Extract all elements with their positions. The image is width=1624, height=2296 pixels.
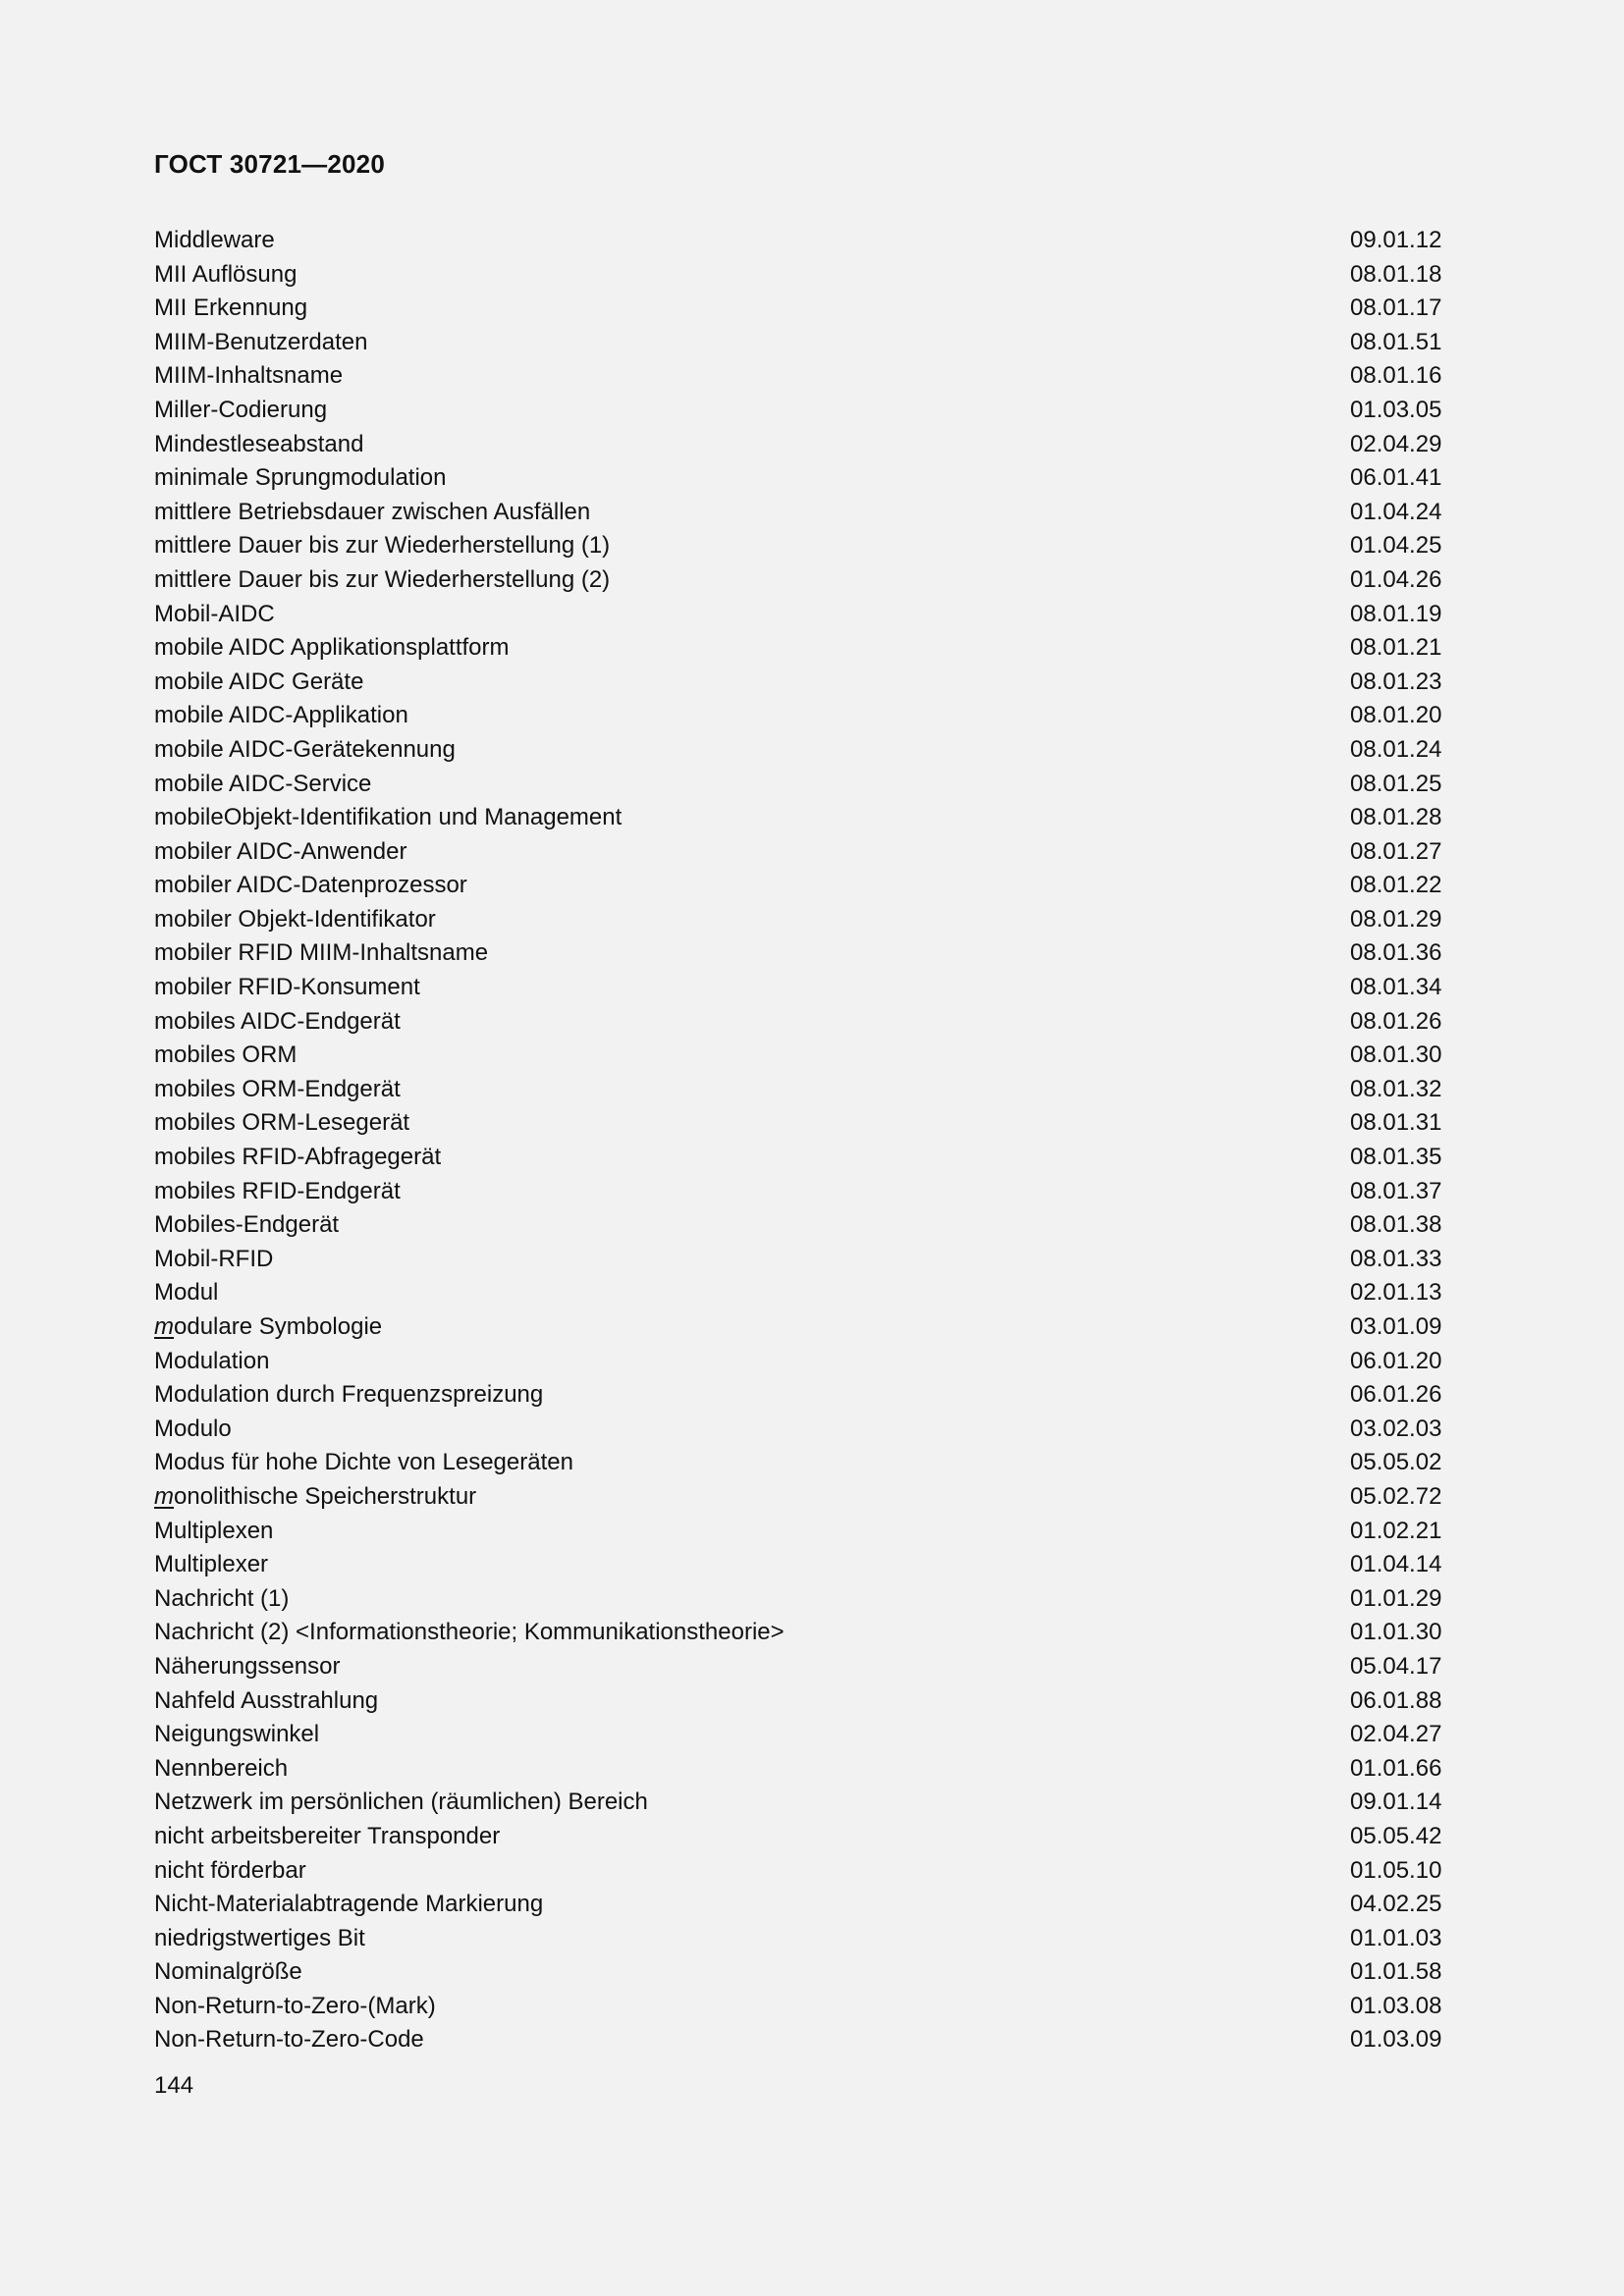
index-code: 08.01.23 <box>1350 667 1442 695</box>
index-row <box>154 631 1448 666</box>
index-term-text: Modulation durch Frequenzspreizung <box>154 1381 544 1409</box>
index-code: 01.04.14 <box>1350 1551 1442 1578</box>
index-row <box>154 1786 1448 1820</box>
index-term <box>154 1650 1350 1684</box>
index-code: 08.01.16 <box>1350 362 1442 390</box>
index-row <box>154 461 1448 496</box>
index-term <box>154 496 1350 530</box>
index-term <box>154 326 1350 360</box>
index-code: 01.02.21 <box>1350 1517 1442 1544</box>
index-term-text: Näherungssensor <box>154 1652 341 1680</box>
index-row <box>154 903 1448 937</box>
index-term <box>154 869 1350 903</box>
term-index-list <box>154 224 1448 2057</box>
index-term-text: Modus für hohe Dichte von Lesegeräten <box>154 1449 573 1476</box>
index-row <box>154 1378 1448 1413</box>
index-term <box>154 598 1350 632</box>
index-row <box>154 1276 1448 1310</box>
index-term-text: mobiler AIDC-Anwender <box>154 837 407 865</box>
index-term-text: mobile AIDC-Applikation <box>154 702 408 729</box>
index-term-text: Neigungswinkel <box>154 1721 320 1748</box>
index-row <box>154 1310 1448 1345</box>
index-term <box>154 1684 1350 1719</box>
index-row <box>154 1718 1448 1752</box>
index-term-text: Nachricht (2) <Informationstheorie; Kommunikationstheorie> <box>154 1619 785 1646</box>
index-term <box>154 1310 1350 1345</box>
index-term <box>154 224 1350 258</box>
index-term-lead-letter: m <box>154 1482 174 1510</box>
index-row <box>154 394 1448 428</box>
index-term-text: mobileObjekt-Identifikation und Management <box>154 804 623 831</box>
index-term <box>154 394 1350 428</box>
index-term <box>154 1276 1350 1310</box>
index-term-text: mobile AIDC-Service <box>154 770 372 797</box>
index-code: 08.01.31 <box>1350 1109 1442 1137</box>
index-term-text: Middleware <box>154 227 275 253</box>
index-row <box>154 1345 1448 1379</box>
index-term-text: Nennbereich <box>154 1754 289 1782</box>
index-code: 01.01.66 <box>1350 1754 1442 1782</box>
index-row <box>154 224 1448 258</box>
index-term <box>154 1243 1350 1277</box>
index-term <box>154 1955 1350 1990</box>
index-term-text: mobiles AIDC-Endgerät <box>154 1007 401 1035</box>
index-term-text: Mobiles-Endgerät <box>154 1211 340 1239</box>
index-term <box>154 1141 1350 1175</box>
index-row <box>154 359 1448 394</box>
index-term <box>154 1175 1350 1209</box>
index-row <box>154 1955 1448 1990</box>
index-term-text: mobiles ORM-Endgerät <box>154 1075 401 1102</box>
index-row <box>154 1413 1448 1447</box>
index-term-text: minimale Sprungmodulation <box>154 464 447 492</box>
index-term <box>154 699 1350 733</box>
index-code: 04.02.25 <box>1350 1891 1442 1918</box>
index-term-text: mobile AIDC-Gerätekennung <box>154 735 456 763</box>
index-code: 01.01.30 <box>1350 1619 1442 1646</box>
index-row <box>154 258 1448 293</box>
index-code: 02.04.29 <box>1350 430 1442 457</box>
index-term <box>154 1106 1350 1141</box>
index-term <box>154 1446 1350 1480</box>
index-code: 08.01.21 <box>1350 634 1442 662</box>
index-row <box>154 529 1448 563</box>
index-term <box>154 2023 1350 2057</box>
index-row <box>154 1446 1448 1480</box>
index-term-text: Netzwerk im persönlichen (räumlichen) Bereich <box>154 1789 648 1816</box>
index-row <box>154 1820 1448 1854</box>
index-term <box>154 1922 1350 1956</box>
index-term-text: Miller-Codierung <box>154 396 328 423</box>
index-code: 01.01.03 <box>1350 1924 1442 1951</box>
index-code: 08.01.38 <box>1350 1211 1442 1239</box>
index-term <box>154 1616 1350 1650</box>
index-term-text: mobile AIDC Geräte <box>154 667 364 695</box>
index-term-text: mobiler RFID MIIM-Inhaltsname <box>154 939 489 967</box>
index-term-text: MII Erkennung <box>154 294 308 322</box>
index-code: 09.01.14 <box>1350 1789 1442 1816</box>
index-row <box>154 1175 1448 1209</box>
index-term <box>154 1786 1350 1820</box>
index-row <box>154 1073 1448 1107</box>
index-term <box>154 666 1350 700</box>
index-term <box>154 359 1350 394</box>
index-row <box>154 598 1448 632</box>
index-term <box>154 461 1350 496</box>
index-row <box>154 1480 1448 1515</box>
index-code: 02.01.13 <box>1350 1279 1442 1307</box>
index-term <box>154 768 1350 802</box>
index-row <box>154 1208 1448 1243</box>
index-row <box>154 699 1448 733</box>
index-row <box>154 326 1448 360</box>
index-term-text: Mobil-RFID <box>154 1245 274 1272</box>
index-code: 08.01.17 <box>1350 294 1442 322</box>
index-term-text: Multiplexen <box>154 1517 274 1544</box>
index-code: 08.01.24 <box>1350 735 1442 763</box>
index-code: 01.04.25 <box>1350 532 1442 560</box>
index-code: 08.01.22 <box>1350 872 1442 899</box>
index-row <box>154 1888 1448 1922</box>
index-code: 06.01.26 <box>1350 1381 1442 1409</box>
index-term-text: mobiles RFID-Abfragegerät <box>154 1144 442 1171</box>
index-term <box>154 563 1350 598</box>
index-term-text: odulare Symbologie <box>174 1313 383 1340</box>
index-term <box>154 936 1350 971</box>
index-row <box>154 1990 1448 2024</box>
index-code: 08.01.18 <box>1350 260 1442 288</box>
index-term-text: mobiles ORM-Lesegerät <box>154 1109 410 1137</box>
index-term <box>154 292 1350 326</box>
index-row <box>154 801 1448 835</box>
index-term <box>154 801 1350 835</box>
index-term-text: nicht förderbar <box>154 1856 306 1884</box>
index-code: 01.04.26 <box>1350 565 1442 593</box>
index-row <box>154 1005 1448 1040</box>
index-code: 01.03.05 <box>1350 396 1442 423</box>
index-code: 09.01.12 <box>1350 227 1442 253</box>
index-code: 08.01.32 <box>1350 1075 1442 1102</box>
index-term-text: mobile AIDC Applikationsplattform <box>154 634 510 662</box>
index-code: 06.01.41 <box>1350 464 1442 492</box>
index-code: 06.01.88 <box>1350 1686 1442 1714</box>
index-row <box>154 1922 1448 1956</box>
index-term <box>154 1820 1350 1854</box>
index-term <box>154 1073 1350 1107</box>
index-row <box>154 1039 1448 1073</box>
index-code: 08.01.36 <box>1350 939 1442 967</box>
index-row <box>154 971 1448 1005</box>
index-term-text: Multiplexer <box>154 1551 269 1578</box>
index-code: 06.01.20 <box>1350 1347 1442 1374</box>
index-row <box>154 1684 1448 1719</box>
index-term-text: mobiler RFID-Konsument <box>154 974 420 1001</box>
index-term <box>154 1005 1350 1040</box>
index-term <box>154 1888 1350 1922</box>
index-term-text: Nicht-Materialabtragende Markierung <box>154 1891 544 1918</box>
index-term-text: niedrigstwertiges Bit <box>154 1924 365 1951</box>
index-term <box>154 1480 1350 1515</box>
index-row <box>154 666 1448 700</box>
index-code: 08.01.19 <box>1350 600 1442 627</box>
index-term <box>154 428 1350 462</box>
index-term <box>154 1990 1350 2024</box>
index-term <box>154 903 1350 937</box>
index-term-text: MIIM-Benutzerdaten <box>154 328 368 355</box>
index-row <box>154 835 1448 870</box>
index-code: 08.01.27 <box>1350 837 1442 865</box>
index-term-text: MII Auflösung <box>154 260 298 288</box>
index-row <box>154 768 1448 802</box>
index-term <box>154 835 1350 870</box>
index-term-text: Non-Return-to-Zero-(Mark) <box>154 1992 436 2019</box>
index-term-text: Mobil-AIDC <box>154 600 275 627</box>
index-term <box>154 1752 1350 1787</box>
index-row <box>154 1650 1448 1684</box>
index-row <box>154 428 1448 462</box>
page-header-title: ГОСТ 30721—2020 <box>154 149 385 179</box>
index-code: 08.01.26 <box>1350 1007 1442 1035</box>
index-term <box>154 258 1350 293</box>
index-row <box>154 1106 1448 1141</box>
index-term <box>154 529 1350 563</box>
index-row <box>154 1515 1448 1549</box>
index-term <box>154 1039 1350 1073</box>
index-term <box>154 971 1350 1005</box>
index-code: 05.04.17 <box>1350 1652 1442 1680</box>
index-row <box>154 292 1448 326</box>
index-row <box>154 936 1448 971</box>
index-row <box>154 1548 1448 1582</box>
index-term-text: mittlere Dauer bis zur Wiederherstellung (1) <box>154 532 611 560</box>
index-code: 02.04.27 <box>1350 1721 1442 1748</box>
index-code: 08.01.51 <box>1350 328 1442 355</box>
index-code: 01.03.09 <box>1350 2026 1442 2054</box>
index-code: 08.01.25 <box>1350 770 1442 797</box>
index-code: 01.04.24 <box>1350 498 1442 525</box>
index-code: 05.05.02 <box>1350 1449 1442 1476</box>
index-term-text: mobiler AIDC-Datenprozessor <box>154 872 467 899</box>
index-term-text: Modulo <box>154 1415 232 1442</box>
index-row <box>154 496 1448 530</box>
index-code: 08.01.28 <box>1350 804 1442 831</box>
index-code: 01.05.10 <box>1350 1856 1442 1884</box>
index-term <box>154 1718 1350 1752</box>
index-row <box>154 1582 1448 1617</box>
index-code: 08.01.29 <box>1350 905 1442 933</box>
index-term <box>154 1854 1350 1889</box>
index-code: 05.02.72 <box>1350 1482 1442 1510</box>
index-code: 01.01.29 <box>1350 1584 1442 1612</box>
page-number: 144 <box>154 2072 194 2099</box>
index-term-text: mobiles ORM <box>154 1041 298 1069</box>
index-code: 03.01.09 <box>1350 1313 1442 1340</box>
index-row <box>154 2023 1448 2057</box>
index-term <box>154 1378 1350 1413</box>
index-term <box>154 1548 1350 1582</box>
index-term <box>154 1515 1350 1549</box>
index-term <box>154 1208 1350 1243</box>
index-term-text: Nachricht (1) <box>154 1584 290 1612</box>
index-term-text: Nahfeld Ausstrahlung <box>154 1686 379 1714</box>
index-term-text: mobiler Objekt-Identifikator <box>154 905 436 933</box>
index-code: 08.01.30 <box>1350 1041 1442 1069</box>
index-code: 01.01.58 <box>1350 1958 1442 1986</box>
index-row <box>154 1854 1448 1889</box>
index-row <box>154 1141 1448 1175</box>
index-code: 08.01.33 <box>1350 1245 1442 1272</box>
index-code: 08.01.37 <box>1350 1177 1442 1204</box>
index-code: 08.01.34 <box>1350 974 1442 1001</box>
index-term-text: Modul <box>154 1279 219 1307</box>
index-row <box>154 563 1448 598</box>
index-term <box>154 733 1350 768</box>
index-term-text: mittlere Betriebsdauer zwischen Ausfällen <box>154 498 591 525</box>
index-term-text: Nominalgröße <box>154 1958 302 1986</box>
index-term-text: MIIM-Inhaltsname <box>154 362 344 390</box>
index-term <box>154 1345 1350 1379</box>
index-term <box>154 1413 1350 1447</box>
index-term-text: Mindestleseabstand <box>154 430 364 457</box>
index-code: 05.05.42 <box>1350 1822 1442 1849</box>
index-term-lead-letter: m <box>154 1313 174 1340</box>
index-term-text: mobiles RFID-Endgerät <box>154 1177 401 1204</box>
index-code: 03.02.03 <box>1350 1415 1442 1442</box>
index-term-text: Modulation <box>154 1347 270 1374</box>
index-term <box>154 631 1350 666</box>
index-row <box>154 1243 1448 1277</box>
index-row <box>154 1616 1448 1650</box>
index-row <box>154 733 1448 768</box>
index-term <box>154 1582 1350 1617</box>
index-code: 08.01.35 <box>1350 1144 1442 1171</box>
index-term-text: mittlere Dauer bis zur Wiederherstellung (2) <box>154 565 611 593</box>
index-row <box>154 869 1448 903</box>
index-code: 08.01.20 <box>1350 702 1442 729</box>
index-code: 01.03.08 <box>1350 1992 1442 2019</box>
index-term-text: onolithische Speicherstruktur <box>174 1482 477 1510</box>
index-term-text: Non-Return-to-Zero-Code <box>154 2026 424 2054</box>
index-row <box>154 1752 1448 1787</box>
index-term-text: nicht arbeitsbereiter Transponder <box>154 1822 501 1849</box>
